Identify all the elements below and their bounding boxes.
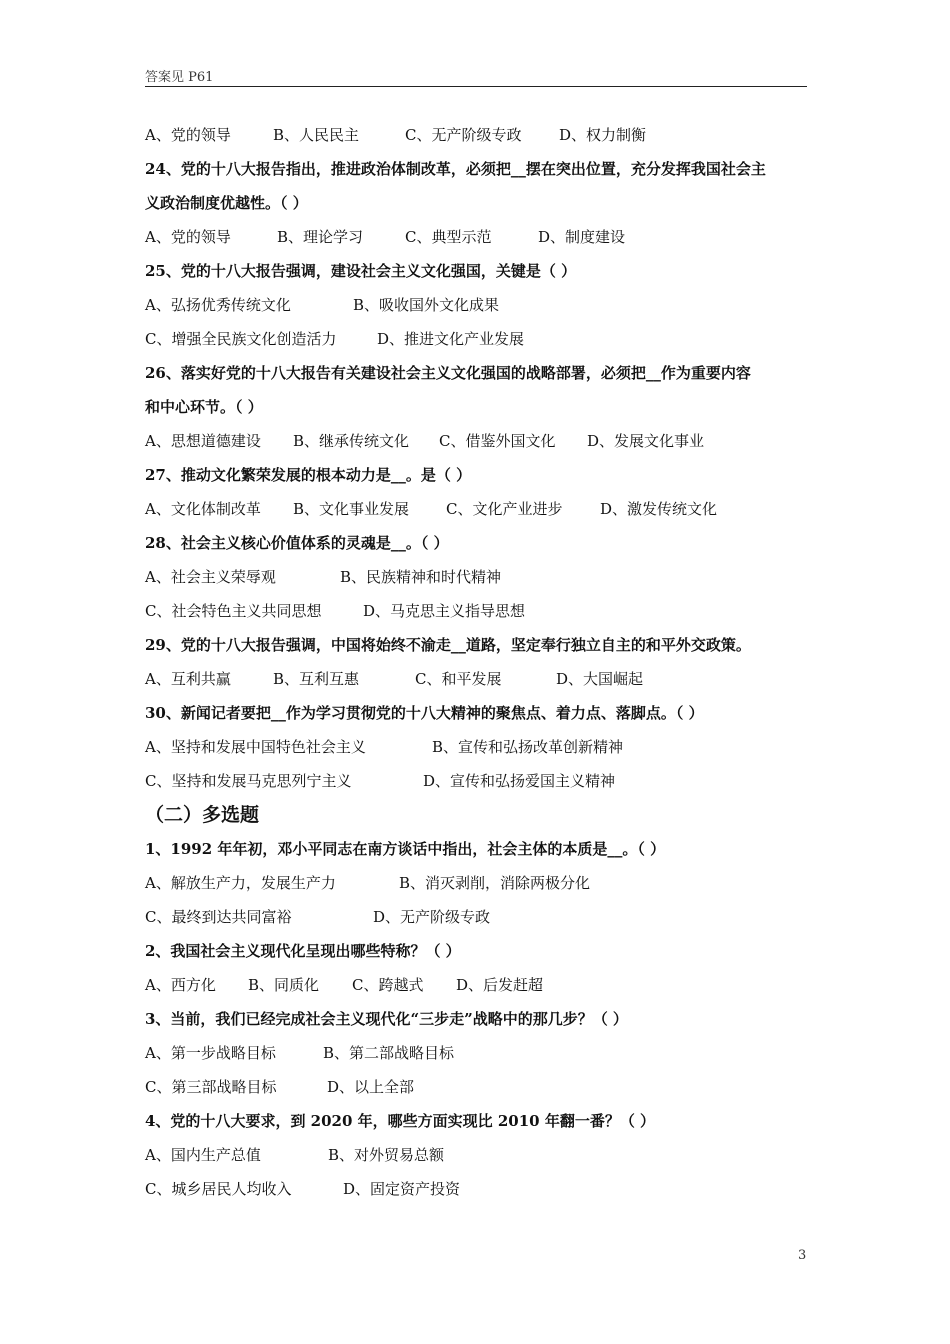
answer-option: B、人民民主 bbox=[273, 126, 360, 144]
answer-option: C、社会特色主义共同思想 bbox=[145, 602, 322, 620]
answer-option: C、无产阶级专政 bbox=[405, 126, 522, 144]
answer-option: C、和平发展 bbox=[415, 670, 502, 688]
page-number: 3 bbox=[798, 1248, 807, 1263]
answer-option: D、大国崛起 bbox=[556, 670, 644, 688]
answer-option: B、消灭剥削，消除两极分化 bbox=[399, 874, 591, 892]
answer-option: A、弘扬优秀传统文化 bbox=[145, 296, 291, 314]
answer-options bbox=[145, 424, 815, 458]
question-text: 1、1992 年年初，邓小平同志在南方谈话中指出，社会主体的本质是__。（ ） bbox=[145, 840, 666, 858]
answer-option: B、理论学习 bbox=[277, 228, 364, 246]
answer-options bbox=[145, 492, 815, 526]
answer-option: C、增强全民族文化创造活力 bbox=[145, 330, 337, 348]
answer-options bbox=[145, 1138, 815, 1172]
answer-option: B、第二部战略目标 bbox=[323, 1044, 455, 1062]
answer-option: B、继承传统文化 bbox=[293, 432, 410, 450]
document-body bbox=[145, 118, 815, 1206]
answer-option: B、吸收国外文化成果 bbox=[353, 296, 500, 314]
answer-option: A、西方化 bbox=[145, 976, 216, 994]
question-text: 3、当前，我们已经完成社会主义现代化“三步走”战略中的那几步？（ ） bbox=[145, 1010, 628, 1028]
answer-option: C、借鉴外国文化 bbox=[439, 432, 556, 450]
answer-options bbox=[145, 1070, 815, 1104]
answer-option: D、宣传和弘扬爱国主义精神 bbox=[423, 772, 616, 790]
answer-option: B、对外贸易总额 bbox=[328, 1146, 445, 1164]
answer-option: D、权力制衡 bbox=[559, 126, 647, 144]
answer-option: C、典型示范 bbox=[405, 228, 492, 246]
answer-option: B、同质化 bbox=[248, 976, 320, 994]
answer-option: D、以上全部 bbox=[327, 1078, 415, 1096]
answer-option: D、固定资产投资 bbox=[343, 1180, 461, 1198]
answer-option: A、思想道德建设 bbox=[145, 432, 261, 450]
answer-options bbox=[145, 1036, 815, 1070]
answer-options bbox=[145, 288, 815, 322]
answer-options bbox=[145, 764, 815, 798]
answer-options bbox=[145, 730, 815, 764]
page-header bbox=[145, 66, 807, 87]
answer-option: D、制度建设 bbox=[538, 228, 626, 246]
question-text: 义政治制度优越性。（ ） bbox=[145, 194, 308, 212]
answer-option: D、推进文化产业发展 bbox=[377, 330, 525, 348]
question-text: 4、党的十八大要求，到 2020 年，哪些方面实现比 2010 年翻一番？（ ） bbox=[145, 1112, 656, 1130]
answer-option: A、互利共赢 bbox=[145, 670, 231, 688]
answer-option: B、文化事业发展 bbox=[293, 500, 410, 518]
question-text: 26、落实好党的十八大报告有关建设社会主义文化强国的战略部署，必须把__作为重要内容 bbox=[145, 364, 751, 382]
answer-options bbox=[145, 662, 815, 696]
answer-option: C、坚持和发展马克思列宁主义 bbox=[145, 772, 352, 790]
answer-option: B、民族精神和时代精神 bbox=[340, 568, 502, 586]
answer-options bbox=[145, 118, 815, 152]
answer-option: B、互利互惠 bbox=[273, 670, 360, 688]
question-text: 24、党的十八大报告指出，推进政治体制改革，必须把__摆在突出位置，充分发挥我国社会主 bbox=[145, 160, 766, 178]
answer-options bbox=[145, 866, 815, 900]
question-text: 30、新闻记者要把__作为学习贯彻党的十八大精神的聚焦点、着力点、落脚点。（ ） bbox=[145, 704, 704, 722]
answer-option: C、第三部战略目标 bbox=[145, 1078, 277, 1096]
answer-option: C、最终到达共同富裕 bbox=[145, 908, 292, 926]
answer-option: C、城乡居民人均收入 bbox=[145, 1180, 292, 1198]
answer-options bbox=[145, 220, 815, 254]
answer-option: A、党的领导 bbox=[145, 126, 231, 144]
answer-options bbox=[145, 594, 815, 628]
question-text: 和中心环节。（ ） bbox=[145, 398, 263, 416]
question-text: 29、党的十八大报告强调，中国将始终不渝走__道路，坚定奉行独立自主的和平外交政策。 bbox=[145, 636, 751, 654]
answer-option: D、无产阶级专政 bbox=[373, 908, 491, 926]
answer-option: D、后发赶超 bbox=[456, 976, 544, 994]
answer-option: B、宣传和弘扬改革创新精神 bbox=[432, 738, 624, 756]
answer-option: D、激发传统文化 bbox=[600, 500, 718, 518]
answer-options bbox=[145, 1172, 815, 1206]
answer-option: C、跨越式 bbox=[352, 976, 424, 994]
question-text: 27、推动文化繁荣发展的根本动力是__。是（ ） bbox=[145, 466, 472, 484]
answer-options bbox=[145, 560, 815, 594]
question-text: 28、社会主义核心价值体系的灵魂是__。（ ） bbox=[145, 534, 449, 552]
answer-options bbox=[145, 968, 815, 1002]
answer-option: D、发展文化事业 bbox=[587, 432, 705, 450]
section-heading: （二）多选题 bbox=[145, 804, 260, 826]
answer-options bbox=[145, 900, 815, 934]
answer-option: D、马克思主义指导思想 bbox=[363, 602, 526, 620]
answer-option: A、国内生产总值 bbox=[145, 1146, 261, 1164]
answer-option: A、第一步战略目标 bbox=[145, 1044, 276, 1062]
answer-option: A、党的领导 bbox=[145, 228, 231, 246]
question-text: 25、党的十八大报告强调，建设社会主义文化强国，关键是（ ） bbox=[145, 262, 577, 280]
header-text: 答案见 P61 bbox=[145, 70, 214, 85]
answer-options bbox=[145, 322, 815, 356]
answer-option: A、坚持和发展中国特色社会主义 bbox=[145, 738, 366, 756]
answer-option: A、解放生产力，发展生产力 bbox=[145, 874, 336, 892]
question-text: 2、我国社会主义现代化呈现出哪些特称？（ ） bbox=[145, 942, 461, 960]
answer-option: A、文化体制改革 bbox=[145, 500, 261, 518]
answer-option: C、文化产业进步 bbox=[446, 500, 563, 518]
answer-option: A、社会主义荣辱观 bbox=[145, 568, 276, 586]
